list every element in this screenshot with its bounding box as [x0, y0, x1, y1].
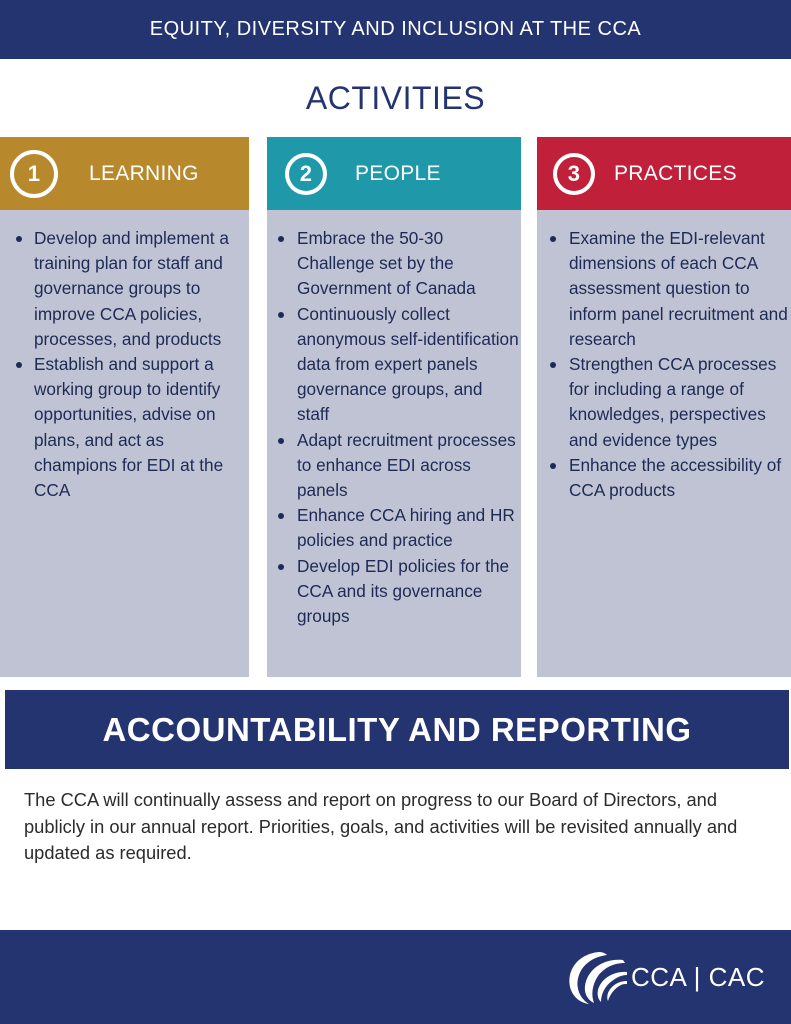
number-three-badge: 3 — [553, 153, 595, 195]
people-header — [267, 137, 521, 210]
number-two-badge: 2 — [285, 153, 327, 195]
practices-header — [537, 137, 791, 210]
number-one-badge: 1 — [10, 150, 58, 198]
people-list — [267, 210, 521, 629]
list-item: Develop and implement a training plan for staff and governance groups to improve CCA policies, processes, and products — [0, 226, 249, 352]
list-item: Strengthen CCA processes for including a range of knowledges, perspectives and evidence types — [537, 352, 791, 453]
people-label: PEOPLE — [355, 161, 441, 185]
list-item: Enhance CCA hiring and HR policies and practice — [267, 503, 521, 553]
accountability-text: The CCA will continually assess and report on progress to our Board of Directors, and publicly in our annual report. Priorities, goals, and activities will be revisited annually and updated as required. — [24, 789, 738, 863]
practices-list — [537, 210, 791, 503]
learning-header — [0, 137, 249, 210]
page-header-title: EQUITY, DIVERSITY AND INCLUSION AT THE CCA — [149, 18, 642, 40]
list-item: Enhance the accessibility of CCA products — [537, 453, 791, 503]
cca-logo — [563, 948, 765, 1006]
accountability-banner — [5, 690, 789, 769]
accountability-title: ACCOUNTABILITY AND REPORTING — [102, 710, 692, 748]
list-item: Embrace the 50-30 Challenge set by the Government of Canada — [267, 226, 521, 302]
list-item: Examine the EDI-relevant dimensions of each CCA assessment question to inform panel recruitment and research — [537, 226, 791, 352]
learning-column — [0, 137, 249, 677]
list-item: Adapt recruitment processes to enhance EDI across panels — [267, 428, 521, 504]
top-banner — [0, 0, 791, 59]
list-item: Establish and support a working group to identify opportunities, advise on plans, and act as champions for EDI at the CCA — [0, 352, 249, 503]
logo-text: CCA | CAC — [630, 961, 765, 992]
learning-list — [0, 210, 249, 503]
practices-label: PRACTICES — [614, 161, 737, 185]
activities-title: ACTIVITIES — [305, 80, 486, 116]
learning-label: LEARNING — [89, 161, 199, 185]
cca-swoosh-icon — [563, 948, 629, 1006]
practices-column — [537, 137, 791, 677]
people-column — [267, 137, 521, 677]
list-item: Develop EDI policies for the CCA and its governance groups — [267, 554, 521, 630]
list-item: Continuously collect anonymous self-identification data from expert panels governance groups, and staff — [267, 302, 521, 428]
